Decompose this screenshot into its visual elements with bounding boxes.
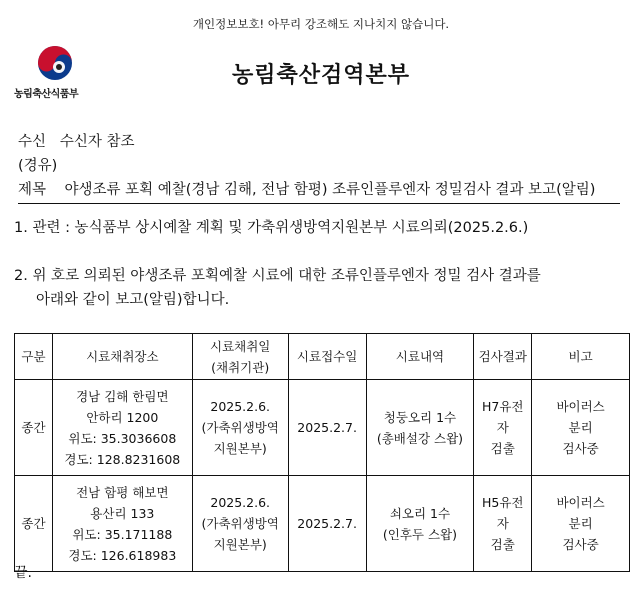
latitude: 위도: 35.171188 xyxy=(72,526,173,542)
row-location xyxy=(52,380,192,476)
header-location: 시료채취장소 xyxy=(52,334,192,380)
collection-agency: (가축위생방역 xyxy=(201,516,279,531)
subject-label: 제목 xyxy=(18,182,47,198)
row-collection-date xyxy=(192,476,288,572)
end-mark: 끝. xyxy=(14,565,32,581)
header-collection-date xyxy=(192,334,288,380)
logo-text: 농림축산식품부 xyxy=(14,89,79,100)
privacy-notice: 개인정보보호! 아무리 강조해도 지나치지 않습니다. xyxy=(192,17,450,31)
recipient-row xyxy=(18,130,135,151)
remark-line: 바이러스 xyxy=(556,399,605,414)
row-received-date: 2025.2.7. xyxy=(288,476,366,572)
remark-line: 바이러스 xyxy=(556,495,605,510)
result-status: 검출 xyxy=(490,441,515,456)
remark-line: 분리 xyxy=(568,420,593,435)
row-category: 종간 xyxy=(15,476,53,572)
row-remarks xyxy=(532,380,630,476)
via-label: (경유) xyxy=(18,158,58,174)
row-remarks xyxy=(532,476,630,572)
header-date-line1: 시료채취일 xyxy=(210,338,271,354)
sample-species: 쇠오리 1수 xyxy=(389,505,451,521)
latitude: 위도: 35.3036608 xyxy=(68,430,177,446)
row-location xyxy=(52,476,192,572)
header-received: 시료접수일 xyxy=(288,334,366,380)
via-row xyxy=(18,154,57,175)
sample-type: (인후두 스왑) xyxy=(382,526,457,542)
collection-agency: (가축위생방역 xyxy=(201,420,279,435)
subject-value: 야생조류 포획 예찰(경남 김해, 전남 함평) 조류인플루엔자 정밀검사 결과 보고(알림) xyxy=(64,182,596,198)
remark-line: 분리 xyxy=(568,516,593,531)
longitude: 경도: 126.618983 xyxy=(68,547,177,563)
report-statement xyxy=(14,264,624,312)
row-details xyxy=(366,380,474,476)
header-details: 시료내역 xyxy=(366,334,474,380)
table-row xyxy=(15,380,630,476)
collection-date: 2025.2.6. xyxy=(210,495,271,510)
row-details xyxy=(366,476,474,572)
org-title: 농림축산검역본부 xyxy=(231,63,411,88)
location-line: 경남 김해 한림면 xyxy=(76,388,169,404)
row-result xyxy=(474,476,532,572)
subject-row xyxy=(18,178,620,204)
related-reference: 1. 관련 : 농식품부 상시예찰 계획 및 가축위생방역지원본부 시료의뢰(2025.2.6.) xyxy=(14,220,529,236)
recipient-value: 수신자 참조 xyxy=(59,134,135,150)
collection-agency: 지원본부) xyxy=(213,537,267,552)
result-status: 검출 xyxy=(490,537,515,552)
header-date-line2: (채취기관) xyxy=(211,359,270,375)
header-result: 검사결과 xyxy=(474,334,532,380)
header-remarks: 비고 xyxy=(532,334,630,380)
remark-line: 검사중 xyxy=(562,537,599,552)
header-category: 구분 xyxy=(15,334,53,380)
location-line: 안하리 1200 xyxy=(86,409,159,425)
report-statement-line2: 아래와 같이 보고(알림)합니다. xyxy=(36,292,230,308)
remark-line: 검사중 xyxy=(562,441,599,456)
longitude: 경도: 128.8231608 xyxy=(64,451,181,467)
table-header-row xyxy=(15,334,630,380)
collection-date: 2025.2.6. xyxy=(210,399,271,414)
results-table xyxy=(14,333,630,572)
location-line: 전남 함평 해보면 xyxy=(76,484,169,500)
row-collection-date xyxy=(192,380,288,476)
row-category: 종간 xyxy=(15,380,53,476)
collection-agency: 지원본부) xyxy=(213,441,267,456)
report-statement-line1: 2. 위 호로 의뢰된 야생조류 포획예찰 시료에 대한 조류인플루엔자 정밀 검사 결과를 xyxy=(14,268,541,284)
table-row xyxy=(15,476,630,572)
result-gene: H5유전자 xyxy=(481,495,524,531)
location-line: 용산리 133 xyxy=(90,505,155,521)
recipient-label: 수신 xyxy=(18,134,47,150)
row-result xyxy=(474,380,532,476)
sample-species: 청둥오리 1수 xyxy=(383,409,457,425)
sample-type: (총배설강 스왑) xyxy=(376,430,464,446)
row-received-date: 2025.2.7. xyxy=(288,380,366,476)
result-gene: H7유전자 xyxy=(481,399,524,435)
